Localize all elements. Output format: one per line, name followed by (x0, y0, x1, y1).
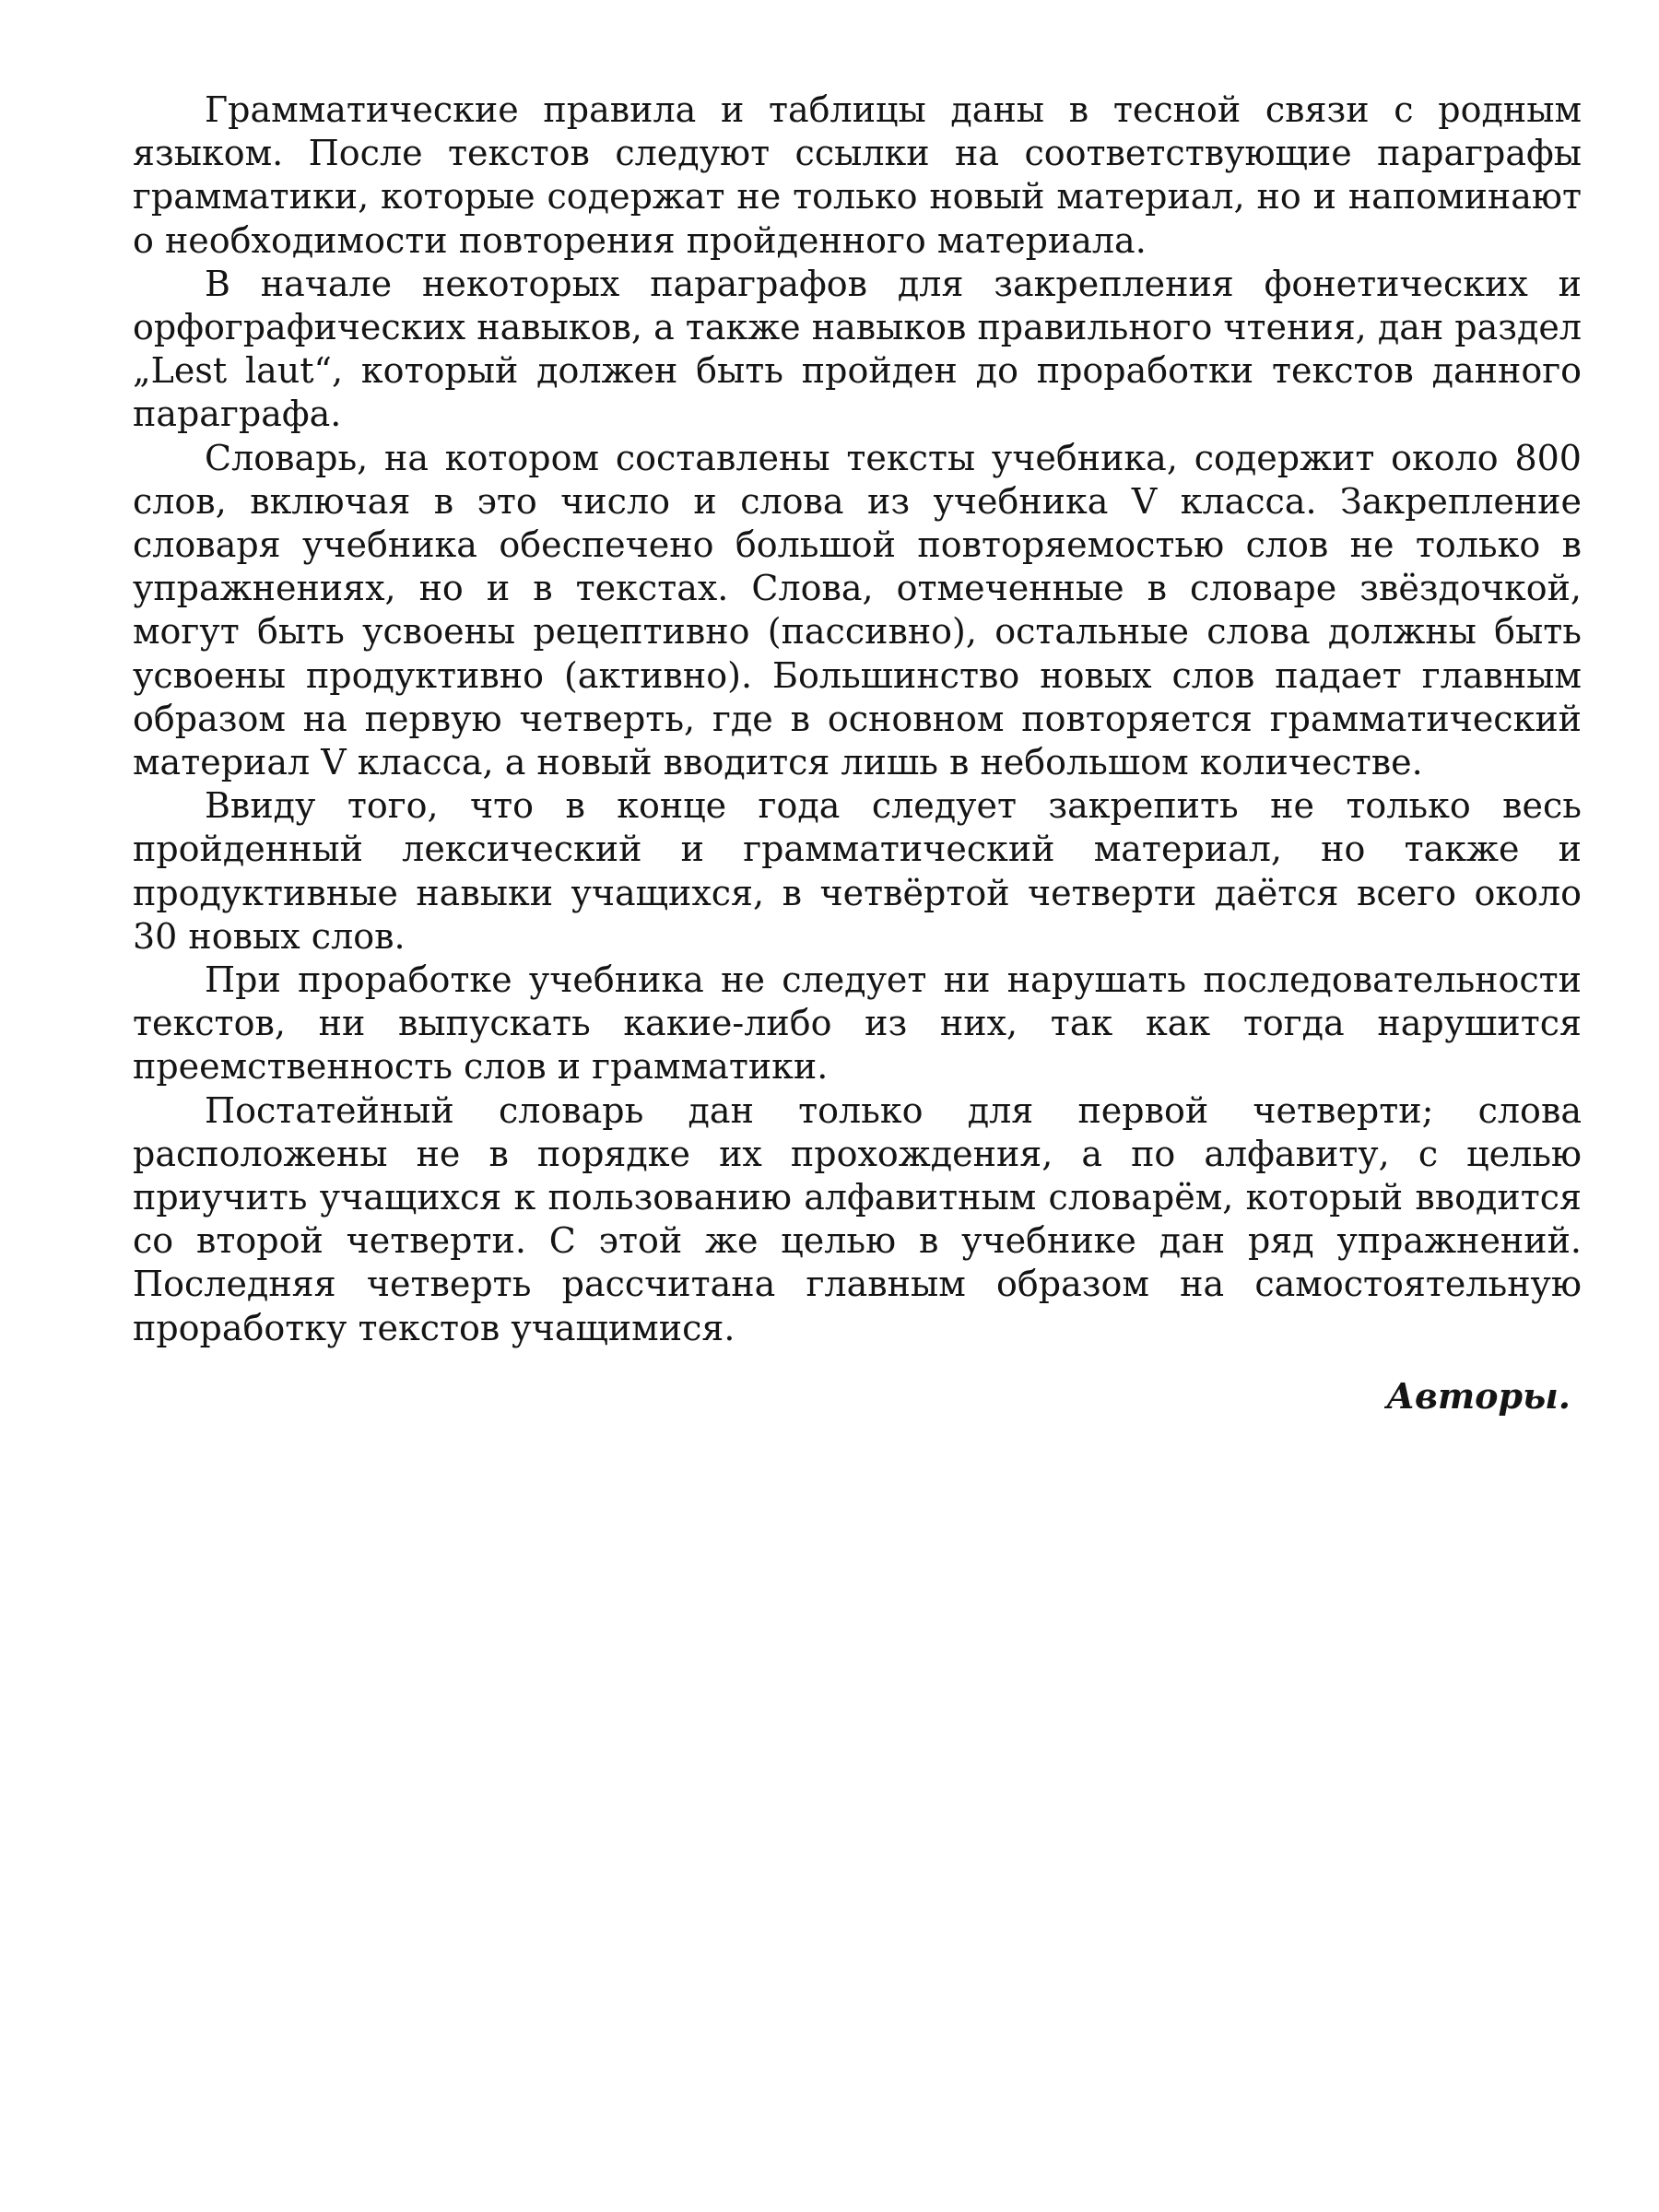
page-body (133, 88, 1582, 1418)
authors-signature: Авторы. (1386, 1374, 1571, 1417)
paragraph-fourth-quarter: Ввиду того, что в конце года следует закрепить не только весь пройденный лексический и грамматический материал, но также и продуктивные навыки учащихся, в четвёртой четверти даётся всего около 30 новых слов. (133, 785, 1582, 957)
paragraph-vocabulary: Словарь, на котором составлены тексты учебника, содержит около 800 слов, включая в это число и слова из учебника V класса. Закрепление словаря учебника обеспечено большой повторяемостью слов не только в упражнениях, но и в текстах. Слова, отмеченные в словаре звёздочкой, могут быть усвоены рецептивно (пассивно), остальные слова должны быть усвоены продуктивно (активно). Большинство новых слов падает главным образом на первую четверть, где в основном повторяется грамматический материал V класса, а новый вводится лишь в небольшом количестве. (133, 437, 1582, 783)
paragraph-lest-laut: В начале некоторых параграфов для закрепления фонетических и орфографических навыков, а также навыков правильного чтения, дан раздел „Lest laut“, который должен быть пройден до проработки текстов данного параграфа. (133, 263, 1583, 435)
paragraph-grammar-rules: Грамматические правила и таблицы даны в тесной связи с родным языком. После текстов следуют ссылки на соответствующие параграфы грамматики, которые содержат не только новый материал, но и напоминают о необходимости повторения пройденного материала. (133, 89, 1582, 261)
paragraph-text-order: При проработке учебника не следует ни нарушать последовательности текстов, ни выпускать какие-либо из них, так как тогда нарушится преемственность слов и грамматики. (133, 959, 1582, 1088)
paragraph-dictionary: Постатейный словарь дан только для первой четверти; слова расположены не в порядке их прохождения, а по алфавиту, с целью приучить учащихся к пользованию алфавитным словарём, который вводится со второй четверти. С этой же целью в учебнике дан ряд упражнений. Последняя четверть рассчитана главным образом на самостоятельную проработку текстов учащимися. (133, 1089, 1582, 1348)
